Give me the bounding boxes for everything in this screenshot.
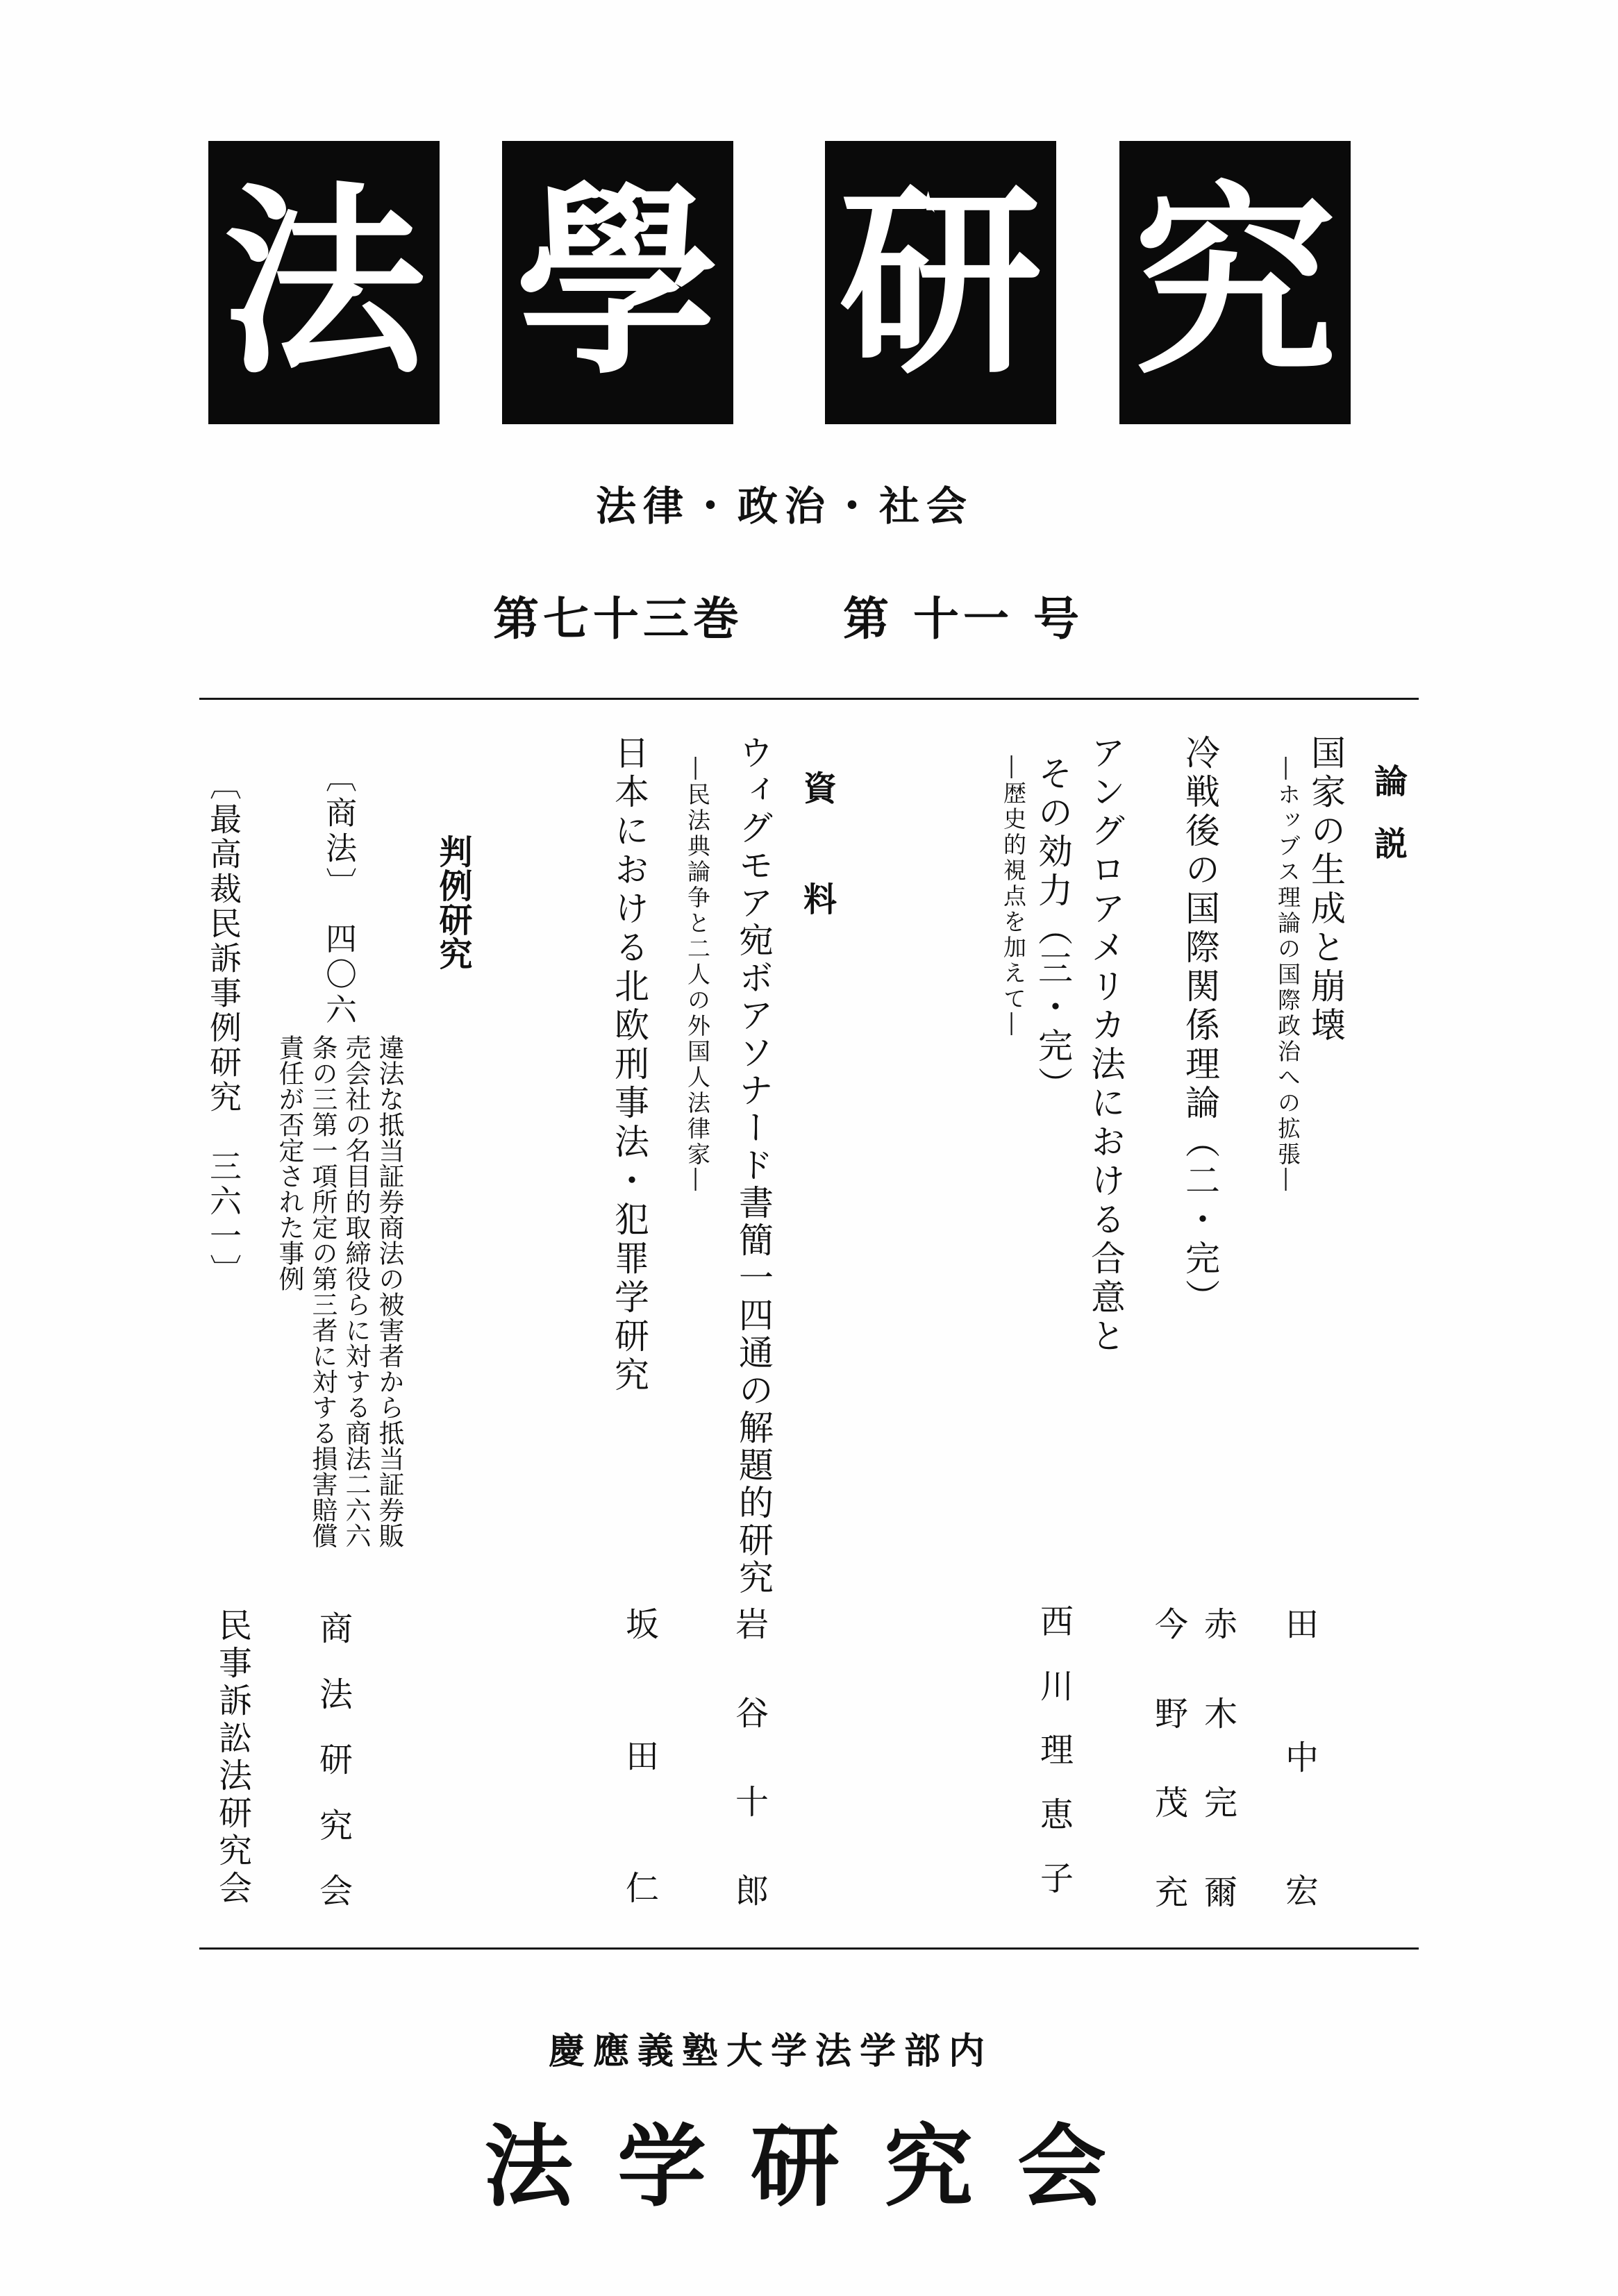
section-header-char: 論 [1374, 762, 1408, 801]
article5-author [624, 1605, 660, 1908]
author-char: 子 [1040, 1859, 1074, 1898]
article2-author-2 [1153, 1605, 1190, 1912]
attribution-char: 研 [319, 1741, 353, 1779]
case2-attribution [217, 1607, 253, 1908]
author-char: 田 [1285, 1605, 1319, 1644]
attribution-char: 法 [218, 1757, 252, 1795]
publisher-affiliation: 慶應義塾大学法学部内 [548, 2031, 993, 2072]
masthead-char-hou: 法 [222, 163, 426, 401]
author-char: 完 [1203, 1784, 1237, 1823]
author-char: 仁 [625, 1869, 659, 1908]
article4-author [734, 1605, 770, 1911]
author-char: 宏 [1285, 1872, 1319, 1911]
case1-description-line4: 責任が否定された事例 [274, 1034, 304, 1291]
author-char: 十 [735, 1783, 769, 1822]
article5-title: 日本における北欧刑事法・犯罪学研究 [609, 735, 649, 1396]
case1-description-line1: 違法な抵当証券商法の被害者から抵当証券販 [374, 1034, 404, 1548]
masthead-block-4 [1119, 141, 1351, 424]
author-char: 茂 [1154, 1784, 1188, 1823]
article4-subtitle: ―民法典論争と二人の外国人法律家― [684, 757, 711, 1193]
case1-description-line3: 条の三第一項所定の第三者に対する損害賠償 [308, 1034, 337, 1548]
author-char: 田 [625, 1737, 659, 1776]
attribution-char: 訟 [218, 1719, 252, 1758]
article1-subtitle: ―ホッブス理論の国際政治への拡張― [1274, 757, 1301, 1193]
case1-number-line: 〔商法〕 四〇六 [320, 761, 357, 1029]
section-header-hanrei: 判例研究 [433, 835, 472, 971]
author-char: 坂 [625, 1605, 659, 1644]
attribution-char: 会 [218, 1869, 252, 1908]
section-header-ronsetsu [1372, 762, 1410, 864]
author-char: 赤 [1203, 1605, 1237, 1644]
toc-top-rule [199, 698, 1419, 700]
masthead-block-1 [208, 141, 440, 424]
section-header-char: 料 [803, 880, 837, 919]
author-char: 谷 [735, 1694, 769, 1733]
attribution-char: 研 [218, 1794, 252, 1833]
journal-subtitle: 法律・政治・社会 [595, 483, 974, 530]
article3-subtitle: ―歴史的視点を加えて― [1000, 755, 1027, 1038]
case2-number-line: 〔最高裁民訴事例研究 三六一〕 [205, 768, 242, 1289]
section-header-shiryo [801, 769, 839, 919]
masthead-block-2 [502, 141, 733, 424]
section-header-char: 資 [803, 769, 837, 808]
author-char: 西 [1040, 1602, 1074, 1641]
article3-title-line1: アングロアメリカ法における合意と [1085, 735, 1126, 1357]
masthead-block-3 [825, 141, 1056, 424]
attribution-char: 法 [319, 1675, 353, 1714]
attribution-char: 究 [218, 1832, 252, 1870]
author-char: 野 [1154, 1694, 1188, 1734]
author-char: 充 [1154, 1872, 1188, 1912]
section-header-char: 説 [1374, 825, 1408, 864]
article2-author-1 [1203, 1605, 1239, 1912]
case1-attribution [318, 1609, 354, 1911]
attribution-char: 究 [319, 1806, 353, 1845]
attribution-char: 会 [319, 1872, 353, 1911]
article1-author [1284, 1605, 1320, 1911]
masthead-char-ken: 研 [839, 163, 1042, 401]
author-char: 恵 [1040, 1795, 1074, 1834]
toc-bottom-rule [199, 1947, 1419, 1950]
masthead-char-gaku: 學 [516, 163, 719, 401]
author-char: 中 [1285, 1738, 1319, 1777]
author-char: 川 [1040, 1666, 1074, 1706]
author-char: 郎 [735, 1872, 769, 1911]
article3-author [1039, 1602, 1075, 1898]
volume-issue-line: 第七十三巻 第 十一 号 [493, 592, 1083, 646]
article1-title: 国家の生成と崩壊 [1306, 735, 1346, 1046]
case1-description-line2: 売会社の名目的取締役らに対する商法二六六 [341, 1034, 371, 1548]
attribution-char: 商 [319, 1609, 353, 1648]
article3-title-line2: その効力（三・完） [1033, 755, 1073, 1105]
attribution-char: 事 [218, 1644, 252, 1683]
author-char: 爾 [1203, 1872, 1237, 1912]
author-char: 岩 [735, 1605, 769, 1644]
author-char: 木 [1203, 1694, 1237, 1734]
attribution-char: 民 [218, 1607, 252, 1645]
attribution-char: 訴 [218, 1682, 252, 1720]
author-char: 今 [1154, 1605, 1188, 1644]
publisher-name: 法学研究会 [483, 2115, 1151, 2219]
author-char: 理 [1040, 1731, 1074, 1770]
article2-title: 冷戦後の国際関係理論（二・完） [1180, 735, 1220, 1318]
masthead-char-kyuu: 究 [1133, 163, 1337, 401]
article4-title: ウィグモア宛ボアソナード書簡一四通の解題的研究 [733, 735, 774, 1597]
